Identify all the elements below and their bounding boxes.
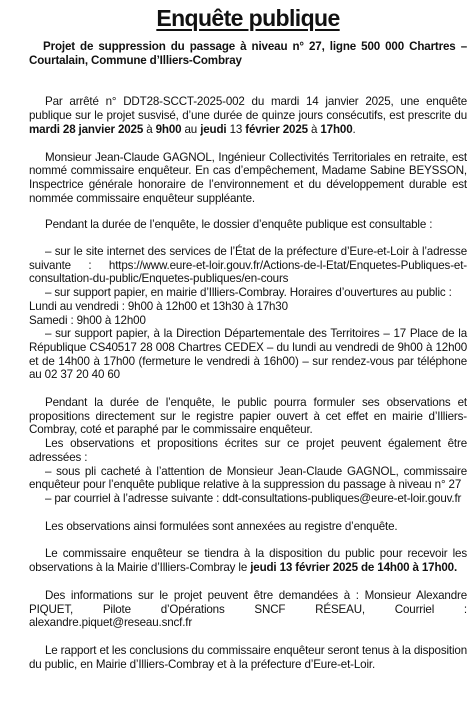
list-item: Samedi : 9h00 à 12h00 <box>29 313 146 327</box>
consultation-list <box>29 245 467 382</box>
page-title: Enquête publique <box>156 5 340 31</box>
paragraph-observations: Pendant la durée de l’enquête, le public pourra formuler ses observations et propositions directement sur le registre papier ouvert à cet effet en mairie d’Illiers-Combray, coté et paraphé par le commissaire enquêteur. <box>29 396 467 437</box>
project-subject: Projet de suppression du passage à niveau n° 27, ligne 500 000 Chartres – Courtalain, Commune d’Illiers-Combray <box>29 40 467 67</box>
list-item: – sur le site internet des services de l’État de la préfecture d’Eure-et-Loir à l’adresse suivante : https://www.eure-et-loir.gouv.fr/Actions-de-l-Etat/Enquetes-Publiques-et-consultation-du-public/Enquetes-publiques/en-cours <box>29 245 467 286</box>
decree-text-2: à <box>143 122 156 136</box>
permanence-hours: 14h00 à 17h00. <box>377 561 458 575</box>
start-date: mardi 28 janvier 2025 <box>29 122 144 136</box>
end-month: février 2025 <box>245 122 308 136</box>
decree-text-3: au <box>181 122 201 136</box>
paragraph-commissioner: Monsieur Jean-Claude GAGNOL, Ingénieur Collectivités Territoriales en retraite, est nommé commissaire enquêteur. En cas d’empêchement, Madame Sabine BEYSSON, Inspectrice générale honoraire de l’environnement et du développement durable est nommée commissaire enquêteur suppléante. <box>29 150 467 205</box>
permanence-text: Le commissaire enquêteur se tiendra à la disposition du public pour recevoir les observations à la Mairie d’Illiers-Combray le <box>29 547 467 575</box>
list-item: Lundi au vendredi : 9h00 à 12h00 et 13h30 à 17h30 <box>29 299 288 313</box>
end-time: 17h00 <box>320 122 353 136</box>
list-item: – sur support papier, en mairie d’Illiers-Combray. Horaires d’ouvertures au public : <box>45 286 452 300</box>
list-item: – sous pli cacheté à l’attention de Monsieur Jean-Claude GAGNOL, commissaire enquêteur pour l’enquête publique relative à la suppression du passage à niveau n° 27 <box>29 464 467 492</box>
address-list <box>29 465 467 506</box>
paragraph-permanence <box>29 547 467 574</box>
start-time: 9h00 <box>155 122 182 136</box>
decree-text-4: à <box>307 122 321 136</box>
paragraph-annex: Les observations ainsi formulées sont annexées au registre d’enquête. <box>45 519 398 533</box>
paragraph-written-observations: Les observations et propositions écrites sur ce projet peuvent également être adressées : <box>29 437 467 464</box>
end-day-number: 13 <box>226 122 246 136</box>
end-day: jeudi <box>200 122 227 136</box>
paragraph-consultation: Pendant la durée de l’enquête, le dossier d’enquête publique est consultable : <box>45 218 433 232</box>
list-item: – sur support papier, à la Direction Départementale des Territoires – 17 Place de la République CS40517 28 008 Chartres CEDEX – du lundi au vendredi de 9h00 à 12h00 et de 14h00 à 17h00 (fermeture le vendredi à 16h00) – sur rendez-vous par téléphone au 02 37 20 40 60 <box>29 327 467 382</box>
permanence-text-2: de <box>357 561 378 575</box>
list-item: – par courriel à l’adresse suivante : ddt-consultations-publiques@eure-et-loir.gouv.fr <box>45 491 462 505</box>
paragraph-contact: Des informations sur le projet peuvent être demandées à : Monsieur Alexandre PIQUET, Pilote d’Opérations SNCF RÉSEAU, Courriel : alexandre.piquet@reseau.sncf.fr <box>29 588 467 630</box>
decree-text: Par arrêté n° DDT28-SCCT-2025-002 du mardi 14 janvier 2025, une enquête publique sur le projet susvisé, d’une durée de quinze jours consécutifs, est prescrite du <box>29 95 467 123</box>
permanence-date: jeudi 13 février 2025 <box>250 561 358 575</box>
paragraph-decree <box>29 95 467 136</box>
decree-text-5: . <box>352 122 356 136</box>
paragraph-report: Le rapport et les conclusions du commissaire enquêteur seront tenus à la disposition du public, en Mairie d’Illiers-Combray et à la préfecture d’Eure-et-Loir. <box>29 643 467 671</box>
